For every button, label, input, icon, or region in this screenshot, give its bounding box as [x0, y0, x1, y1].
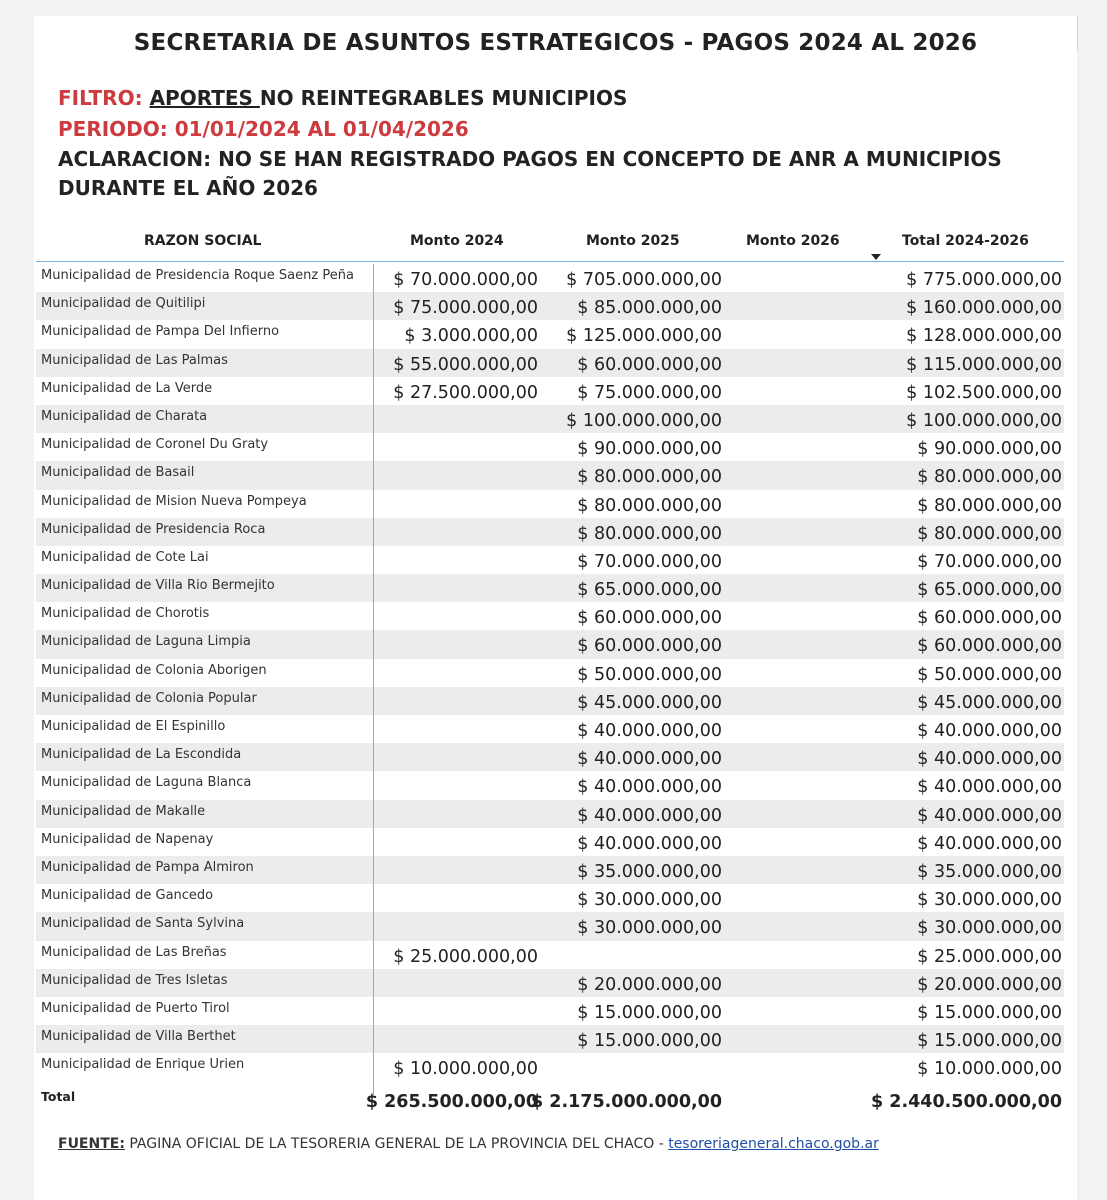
table-row — [36, 490, 1064, 518]
row-total: $ 90.000.000,00 — [917, 439, 1062, 460]
row-monto-2025: $ 60.000.000,00 — [577, 636, 722, 657]
row-monto-2025: $ 80.000.000,00 — [577, 523, 722, 544]
total-monto-2024: $ 265.500.000,00 — [365, 1092, 538, 1112]
table-row — [36, 828, 1064, 856]
table-row — [36, 969, 1064, 997]
table-row — [36, 546, 1064, 574]
row-monto-2025: $ 50.000.000,00 — [577, 664, 722, 685]
row-monto-2025: $ 85.000.000,00 — [577, 298, 722, 319]
row-name: Municipalidad de Colonia Popular — [41, 690, 257, 706]
row-total: $ 60.000.000,00 — [917, 636, 1062, 657]
row-total: $ 30.000.000,00 — [917, 918, 1062, 939]
row-name: Municipalidad de Enrique Urien — [41, 1057, 245, 1073]
table-row — [36, 884, 1064, 912]
row-total: $ 65.000.000,00 — [917, 580, 1062, 601]
row-total: $ 30.000.000,00 — [917, 890, 1062, 911]
source-footer — [58, 1136, 879, 1152]
table-total-row — [36, 1088, 1064, 1116]
row-total: $ 25.000.000,00 — [917, 946, 1062, 967]
row-monto-2025: $ 70.000.000,00 — [577, 551, 722, 572]
filter-line — [58, 86, 627, 110]
row-name: Municipalidad de Cote Lai — [41, 549, 209, 565]
row-total: $ 102.500.000,00 — [906, 382, 1062, 403]
row-monto-2024: $ 75.000.000,00 — [393, 298, 538, 319]
row-total: $ 100.000.000,00 — [906, 410, 1062, 431]
row-total: $ 80.000.000,00 — [917, 495, 1062, 516]
report-page — [34, 16, 1077, 1200]
row-monto-2025: $ 75.000.000,00 — [577, 382, 722, 403]
source-label: FUENTE: — [58, 1136, 125, 1152]
total-monto-2025: $ 2.175.000.000,00 — [531, 1092, 722, 1112]
row-monto-2025: $ 45.000.000,00 — [577, 692, 722, 713]
row-monto-2025: $ 60.000.000,00 — [577, 354, 722, 375]
row-name: Municipalidad de Napenay — [41, 831, 214, 847]
row-name: Municipalidad de Presidencia Roque Saenz Peña — [41, 268, 354, 283]
table-row — [36, 630, 1064, 658]
aclaracion-line-1: ACLARACION: NO SE HAN REGISTRADO PAGOS EN CONCEPTO DE ANR A MUNICIPIOS — [58, 147, 1002, 171]
table-row — [36, 715, 1064, 743]
row-monto-2025: $ 60.000.000,00 — [577, 608, 722, 629]
table-row — [36, 264, 1064, 292]
row-total: $ 50.000.000,00 — [917, 664, 1062, 685]
row-monto-2025: $ 35.000.000,00 — [577, 861, 722, 882]
row-total: $ 15.000.000,00 — [917, 1002, 1062, 1023]
table-row — [36, 602, 1064, 630]
row-name: Municipalidad de Chorotis — [41, 606, 210, 622]
table-row — [36, 800, 1064, 828]
row-monto-2025: $ 65.000.000,00 — [577, 580, 722, 601]
table-row — [36, 405, 1064, 433]
table-row — [36, 518, 1064, 546]
row-monto-2024: $ 55.000.000,00 — [393, 354, 538, 375]
table-row — [36, 377, 1064, 405]
row-total: $ 115.000.000,00 — [906, 354, 1062, 375]
row-monto-2025: $ 15.000.000,00 — [577, 1031, 722, 1052]
row-name: Municipalidad de Gancedo — [41, 888, 214, 904]
row-name: Municipalidad de Coronel Du Graty — [41, 437, 269, 453]
row-name: Municipalidad de Santa Sylvina — [41, 916, 245, 932]
row-name: Municipalidad de Makalle — [41, 803, 206, 819]
row-total: $ 80.000.000,00 — [917, 467, 1062, 488]
row-monto-2025: $ 30.000.000,00 — [577, 890, 722, 911]
row-monto-2024: $ 70.000.000,00 — [393, 270, 538, 290]
page-title: SECRETARIA DE ASUNTOS ESTRATEGICOS - PAGOS 2024 AL 2026 — [133, 30, 978, 56]
table-row — [36, 433, 1064, 461]
row-monto-2024: $ 27.500.000,00 — [393, 382, 538, 403]
filter-value-rest: NO REINTEGRABLES MUNICIPIOS — [259, 86, 628, 110]
row-total: $ 40.000.000,00 — [917, 749, 1062, 770]
table-row — [36, 743, 1064, 771]
row-name: Municipalidad de Basail — [41, 465, 195, 481]
row-monto-2025: $ 15.000.000,00 — [577, 1002, 722, 1023]
table-row — [36, 771, 1064, 799]
table-row — [36, 997, 1064, 1025]
row-total: $ 40.000.000,00 — [917, 777, 1062, 798]
row-name: Municipalidad de Charata — [41, 408, 208, 424]
table-row — [36, 941, 1064, 969]
row-name: Municipalidad de Colonia Aborigen — [41, 662, 267, 678]
source-link[interactable]: tesoreriageneral.chaco.gob.ar — [668, 1136, 879, 1152]
row-monto-2025: $ 80.000.000,00 — [577, 467, 722, 488]
header-monto-2026[interactable]: Monto 2026 — [746, 233, 840, 249]
table-row — [36, 320, 1064, 348]
row-total: $ 40.000.000,00 — [917, 833, 1062, 854]
total-label: Total — [41, 1089, 76, 1104]
table-row — [36, 461, 1064, 489]
table-row — [36, 659, 1064, 687]
row-monto-2025: $ 40.000.000,00 — [577, 721, 722, 741]
table-row — [36, 912, 1064, 940]
row-monto-2025: $ 125.000.000,00 — [566, 326, 722, 347]
row-monto-2025: $ 20.000.000,00 — [577, 974, 722, 995]
row-monto-2025: $ 40.000.000,00 — [577, 833, 722, 854]
header-total[interactable]: Total 2024-2026 — [902, 233, 1029, 249]
row-monto-2024: $ 25.000.000,00 — [393, 946, 538, 967]
row-total: $ 128.000.000,00 — [906, 326, 1062, 347]
row-name: Municipalidad de Puerto Tirol — [41, 1000, 230, 1016]
row-name: Municipalidad de Presidencia Roca — [41, 521, 266, 537]
row-name: Municipalidad de Villa Rio Bermejito — [41, 578, 275, 594]
row-monto-2025: $ 40.000.000,00 — [577, 777, 722, 798]
header-monto-2024[interactable]: Monto 2024 — [410, 233, 504, 249]
filter-value-underlined: APORTES — [149, 86, 260, 110]
row-monto-2025: $ 90.000.000,00 — [577, 439, 722, 460]
row-monto-2025: $ 40.000.000,00 — [577, 749, 722, 770]
row-total: $ 15.000.000,00 — [917, 1031, 1062, 1052]
row-name: Municipalidad de La Escondida — [41, 747, 242, 763]
row-monto-2025: $ 40.000.000,00 — [577, 805, 722, 826]
row-name: Municipalidad de Pampa Del Infierno — [41, 324, 280, 340]
table-row — [36, 856, 1064, 884]
header-razon-social[interactable]: RAZON SOCIAL — [144, 233, 262, 249]
row-monto-2024: $ 10.000.000,00 — [393, 1059, 538, 1080]
aclaracion-line-2: DURANTE EL AÑO 2026 — [58, 176, 318, 200]
row-total: $ 35.000.000,00 — [917, 861, 1062, 882]
row-monto-2025: $ 80.000.000,00 — [577, 495, 722, 516]
row-monto-2025: $ 100.000.000,00 — [566, 410, 722, 431]
row-monto-2024: $ 3.000.000,00 — [404, 326, 538, 347]
header-monto-2025[interactable]: Monto 2025 — [586, 233, 680, 249]
table-row — [36, 574, 1064, 602]
total-total: $ 2.440.500.000,00 — [871, 1092, 1062, 1112]
source-text: PAGINA OFICIAL DE LA TESORERIA GENERAL DE LA PROVINCIA DEL CHACO - — [124, 1136, 669, 1152]
row-total: $ 40.000.000,00 — [917, 805, 1062, 826]
table-row — [36, 349, 1064, 377]
periodo-line: PERIODO: 01/01/2024 AL 01/04/2026 — [58, 117, 469, 141]
row-total: $ 45.000.000,00 — [917, 692, 1062, 713]
row-monto-2025: $ 30.000.000,00 — [577, 918, 722, 939]
table-row — [36, 1025, 1064, 1053]
table-row — [36, 1053, 1064, 1081]
row-total: $ 80.000.000,00 — [917, 523, 1062, 544]
table-row — [36, 292, 1064, 320]
row-total: $ 60.000.000,00 — [917, 608, 1062, 629]
row-total: $ 775.000.000,00 — [906, 270, 1062, 290]
row-name: Municipalidad de Pampa Almiron — [41, 859, 254, 875]
row-name: Municipalidad de Las Palmas — [41, 352, 228, 368]
row-monto-2025: $ 705.000.000,00 — [566, 270, 722, 290]
table-body — [36, 264, 1064, 1081]
row-total: $ 160.000.000,00 — [906, 298, 1062, 319]
row-name: Municipalidad de Tres Isletas — [41, 972, 228, 988]
sort-desc-icon[interactable] — [871, 254, 881, 260]
row-total: $ 40.000.000,00 — [917, 721, 1062, 741]
row-name: Municipalidad de Mision Nueva Pompeya — [41, 493, 307, 509]
row-total: $ 70.000.000,00 — [917, 551, 1062, 572]
column-divider — [373, 264, 374, 1095]
row-name: Municipalidad de La Verde — [41, 380, 213, 396]
row-total: $ 20.000.000,00 — [917, 974, 1062, 995]
filter-label: FILTRO: — [58, 86, 143, 110]
row-name: Municipalidad de Las Breñas — [41, 944, 227, 960]
row-name: Municipalidad de Quitilipi — [41, 296, 206, 312]
row-name: Municipalidad de Villa Berthet — [41, 1029, 236, 1045]
table-row — [36, 687, 1064, 715]
row-name: Municipalidad de Laguna Blanca — [41, 775, 252, 791]
row-total: $ 10.000.000,00 — [917, 1059, 1062, 1080]
row-name: Municipalidad de El Espinillo — [41, 719, 226, 734]
table-header — [36, 221, 1064, 262]
row-name: Municipalidad de Laguna Limpia — [41, 634, 251, 650]
